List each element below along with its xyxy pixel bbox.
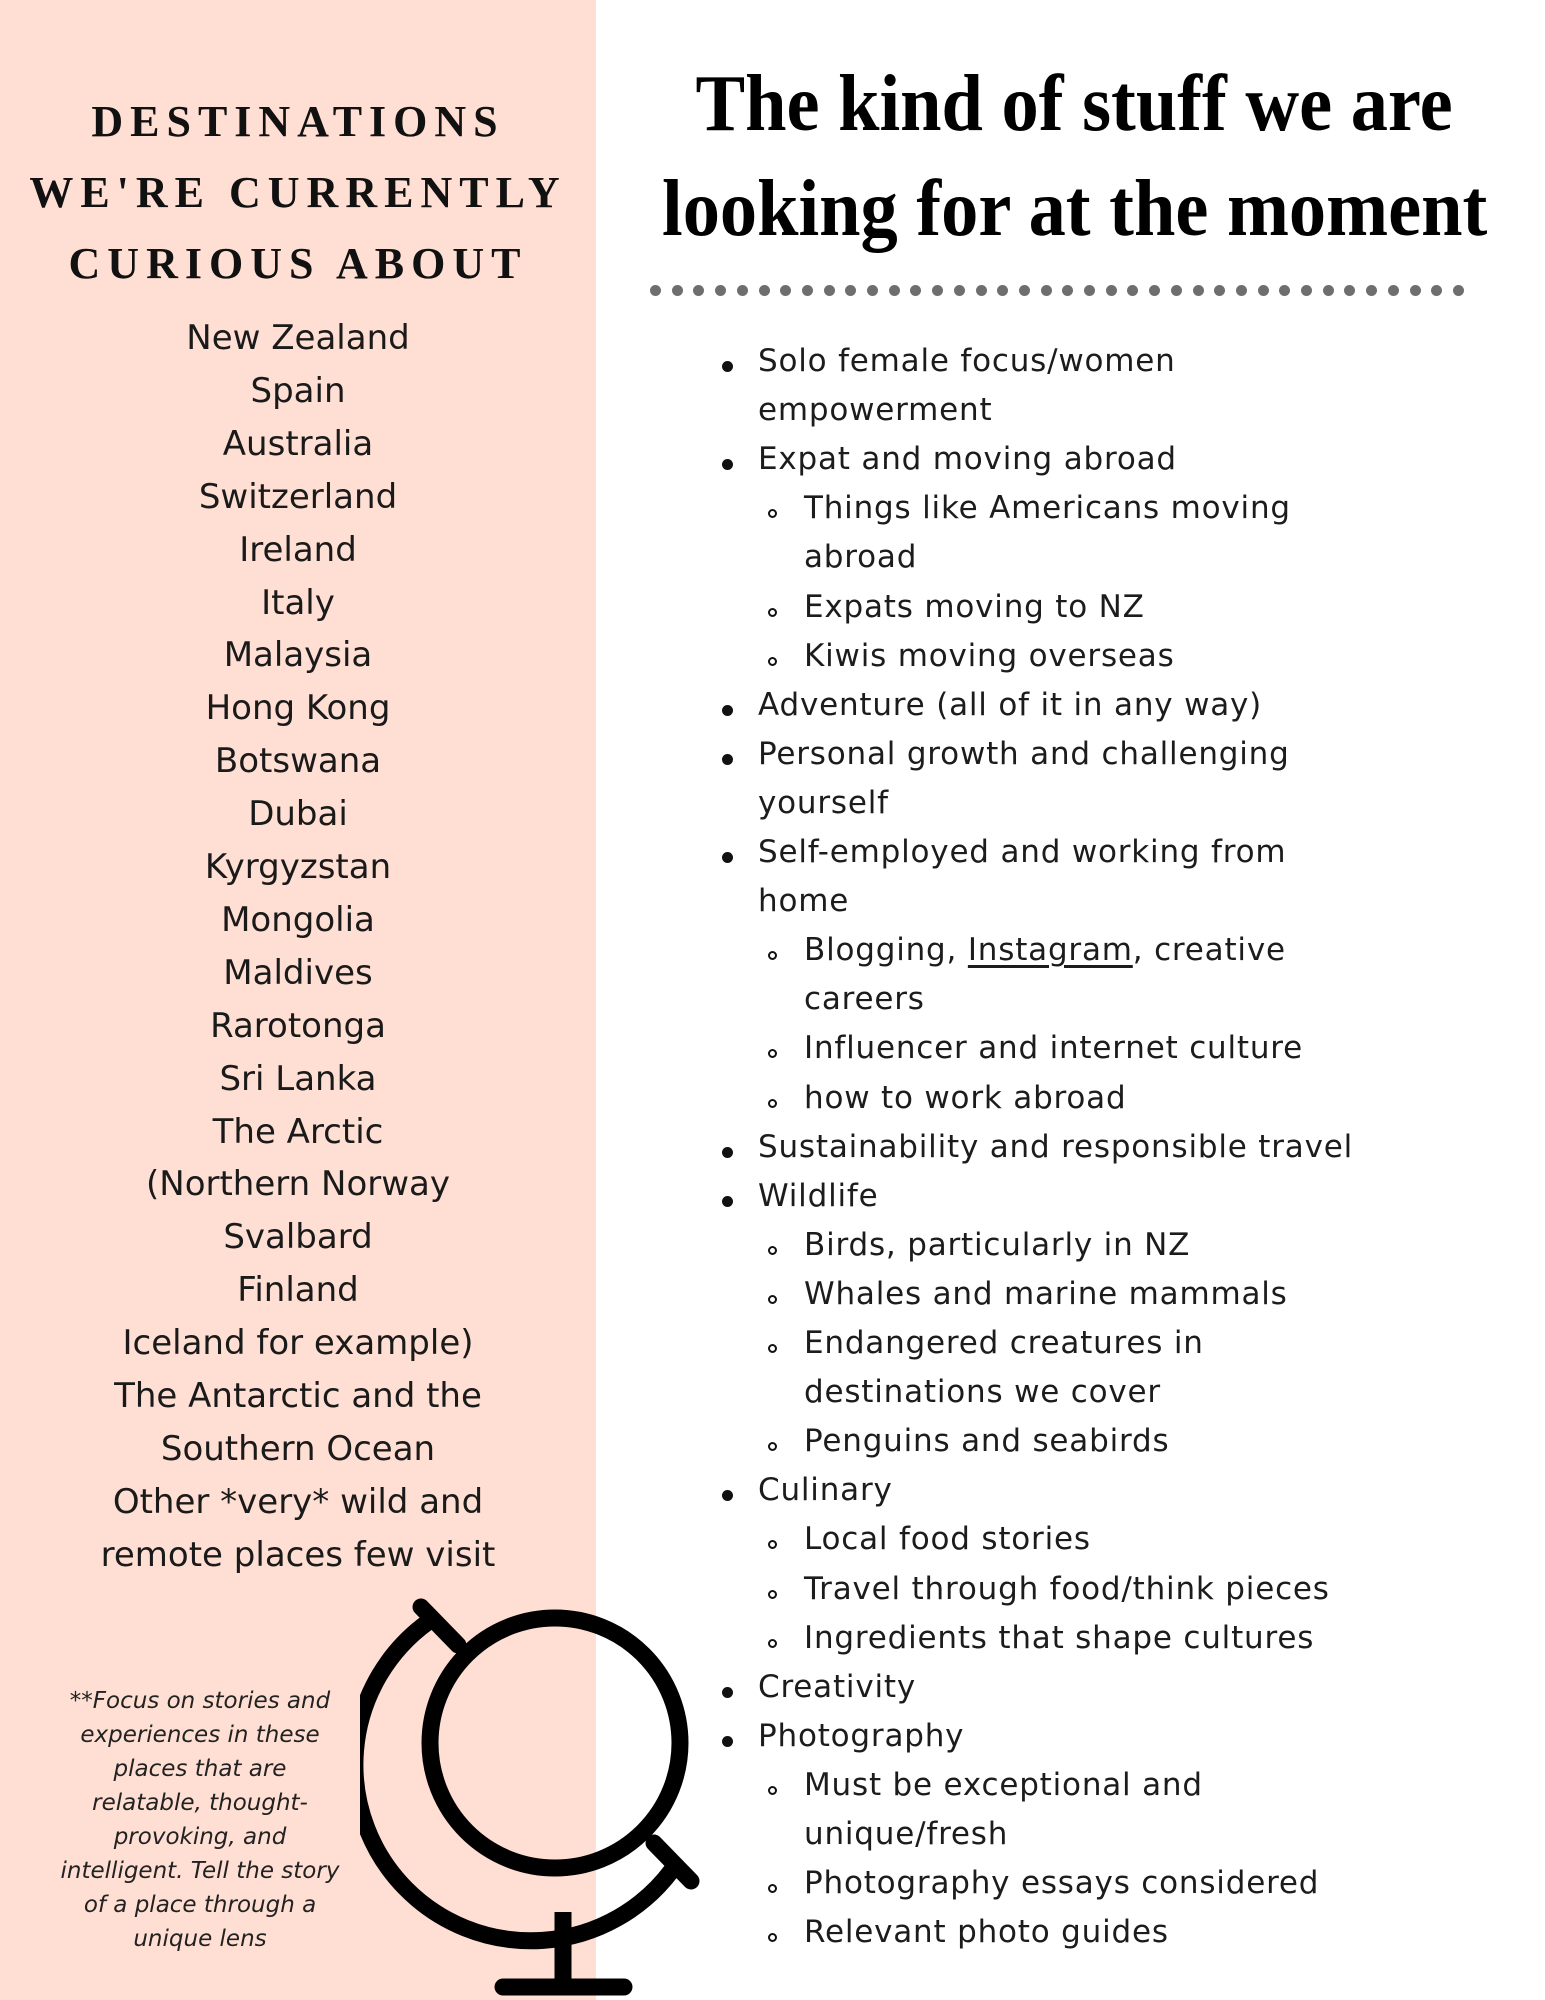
item-text: Creativity (758, 1668, 917, 1705)
divider-dot (910, 285, 921, 296)
item-text: Things like Americans moving (804, 490, 1291, 527)
destination-item: Sri Lanka (219, 1058, 377, 1099)
subtopic-item (804, 1618, 1314, 1658)
instagram-link[interactable]: Instagram (967, 932, 1133, 969)
sub-bullet-icon (768, 951, 777, 960)
divider-dot (1453, 285, 1464, 296)
topic-item (758, 1127, 1353, 1167)
destination-item: Iceland for example) (122, 1323, 474, 1364)
sub-bullet-icon (768, 657, 777, 666)
topic-item (758, 390, 992, 430)
item-text: unique/fresh (804, 1816, 1009, 1852)
item-text: destinations we cover (804, 1374, 1161, 1411)
divider-dot (1410, 285, 1421, 296)
topic-item (758, 783, 889, 823)
divider-dot (845, 285, 856, 296)
divider-dot (802, 285, 813, 296)
item-text: home (758, 883, 850, 920)
item-text: Self-employed and working from (758, 834, 1287, 870)
divider-dot (1236, 285, 1247, 296)
destination-item: The Arctic (212, 1111, 384, 1152)
title-line (612, 60, 1537, 148)
divider-dot (1323, 285, 1334, 296)
item-text: Endangered creatures in (804, 1325, 1204, 1361)
item-text: Influencer and internet culture (804, 1030, 1304, 1067)
footnote-line: unique lens (133, 1926, 267, 1952)
footnote-line: of a place through a (83, 1892, 317, 1918)
divider-dot (1258, 285, 1269, 296)
sub-bullet-icon (768, 1442, 777, 1451)
divider-dot (867, 285, 878, 296)
footnote-line: places that are (113, 1756, 287, 1782)
divider-dot (1084, 285, 1095, 296)
destination-item: Southern Ocean (160, 1428, 436, 1469)
destination-item: Hong Kong (205, 688, 391, 729)
divider-dot (1388, 285, 1399, 296)
topic-item (758, 1470, 893, 1510)
destination-item: Kyrgyzstan (204, 847, 392, 887)
heading-line: DESTINATIONS (91, 97, 505, 146)
item-text: Expat and moving abroad (758, 441, 1177, 478)
topic-item (758, 734, 1290, 774)
sub-bullet-icon (768, 1246, 777, 1255)
divider-dot (759, 285, 770, 296)
destination-item: Maldives (223, 952, 373, 993)
bullet-icon (722, 459, 733, 470)
subtopic-item (804, 1323, 1204, 1363)
divider-dot (1193, 285, 1204, 296)
subtopic-item (804, 1765, 1203, 1805)
title-text: looking for at the moment (661, 165, 1488, 253)
item-text: Must be exceptional and (804, 1766, 1203, 1803)
footnote-line: provoking, and (113, 1824, 287, 1850)
topic-item (758, 1176, 879, 1216)
item-text: Ingredients that shape cultures (804, 1619, 1315, 1656)
bullet-icon (722, 1490, 733, 1501)
divider-dot (1279, 285, 1290, 296)
heading-line: WE'RE CURRENTLY (29, 168, 567, 217)
subtopic-item (804, 537, 917, 577)
item-text: Personal growth and challenging (758, 735, 1290, 772)
heading-line: CURIOUS ABOUT (68, 239, 528, 288)
topic-item (758, 1716, 964, 1756)
destination-item: Dubai (248, 794, 348, 835)
destination-item: The Antarctic and the (114, 1376, 482, 1416)
divider-dot (1062, 285, 1073, 296)
subtopic-item (804, 1372, 1161, 1412)
title-line (612, 165, 1537, 253)
destination-item: Rarotonga (210, 1005, 386, 1046)
divider-dot (650, 285, 661, 296)
divider-dot (1214, 285, 1225, 296)
subtopic-item (804, 1274, 1288, 1314)
divider-dot (954, 285, 965, 296)
subtopic-item (804, 1028, 1303, 1068)
subtopic-item (804, 1912, 1169, 1952)
destination-item: Finland (237, 1270, 359, 1311)
destination-item: Australia (222, 423, 374, 464)
destination-item: Italy (261, 582, 335, 623)
item-text: Kiwis moving overseas (804, 637, 1175, 674)
topic-item (758, 439, 1177, 479)
subtopic-item (804, 930, 1286, 970)
item-text: Wildlife (758, 1177, 879, 1214)
divider-dot (997, 285, 1008, 296)
bullet-icon (722, 754, 733, 765)
destination-item: Spain (250, 370, 346, 411)
divider-dot (1041, 285, 1052, 296)
item-text: Photography essays considered (804, 1865, 1320, 1902)
destination-item: Botswana (214, 741, 382, 782)
bullet-icon (722, 852, 733, 863)
destination-item: Malaysia (223, 635, 373, 676)
divider-dot (693, 285, 704, 296)
bullet-icon (722, 1147, 733, 1158)
dotted-divider (650, 285, 1470, 297)
topic-item (758, 1667, 916, 1707)
divider-dot (1171, 285, 1182, 296)
sub-bullet-icon (768, 1099, 777, 1108)
subtopic-item (804, 636, 1175, 676)
topic-item (758, 685, 1262, 725)
subtopic-item (804, 488, 1291, 528)
divider-dot (889, 285, 900, 296)
divider-dot (1301, 285, 1312, 296)
item-text: Solo female focus/women (758, 343, 1176, 379)
subtopic-item (804, 979, 925, 1019)
sub-bullet-icon (768, 509, 777, 518)
subtopic-item (804, 1569, 1330, 1609)
footnote-line: experiences in these (80, 1722, 320, 1748)
item-text: abroad (804, 539, 918, 576)
bullet-icon (722, 361, 733, 372)
item-text: Whales and marine mammals (804, 1275, 1288, 1312)
divider-dot (672, 285, 683, 296)
subtopic-item (804, 1519, 1091, 1559)
item-text: Penguins and seabirds (804, 1423, 1170, 1460)
bullet-icon (722, 705, 733, 716)
footnote-line: relatable, thought- (92, 1790, 308, 1816)
destination-item: remote places few visit (100, 1534, 496, 1575)
item-text: Birds, particularly in NZ (804, 1226, 1191, 1263)
divider-dot (737, 285, 748, 296)
sub-bullet-icon (768, 1540, 777, 1549)
globe-icon (360, 1580, 720, 2000)
bullet-icon (722, 1687, 733, 1698)
topic-item (758, 832, 1286, 872)
destination-item: Mongolia (221, 899, 375, 940)
item-text: Culinary (758, 1472, 893, 1509)
title-text: The kind of stuff we are (695, 60, 1454, 148)
item-text: careers (804, 981, 925, 1018)
item-text: empowerment (758, 392, 993, 429)
subtopic-item (804, 587, 1145, 627)
item-text: Relevant photo guides (804, 1914, 1169, 1951)
bullet-icon (722, 1736, 733, 1747)
sub-bullet-icon (768, 1590, 777, 1599)
sub-bullet-icon (768, 1884, 777, 1893)
topic-item (758, 881, 849, 921)
destination-item: Svalbard (223, 1217, 373, 1258)
subtopic-item (804, 1863, 1319, 1903)
sub-bullet-icon (768, 1933, 777, 1942)
item-text: Sustainability and responsible travel (758, 1128, 1354, 1165)
destination-item: (Northern Norway (146, 1164, 450, 1205)
sub-bullet-icon (768, 1639, 777, 1648)
subtopic-item (804, 1078, 1126, 1118)
bullet-icon (722, 1196, 733, 1207)
item-text: Local food stories (804, 1521, 1091, 1558)
divider-dot (1149, 285, 1160, 296)
subtopic-item (804, 1225, 1190, 1265)
sub-bullet-icon (768, 1786, 777, 1795)
divider-dot (976, 285, 987, 296)
subtopic-item (804, 1814, 1008, 1854)
item-text: Travel through food/think pieces (804, 1570, 1330, 1607)
divider-dot (1127, 285, 1138, 296)
divider-dot (1019, 285, 1030, 296)
item-text: yourself (758, 784, 889, 821)
divider-dot (1344, 285, 1355, 296)
destination-item: Other *very* wild and (112, 1481, 484, 1522)
sub-bullet-icon (768, 1344, 777, 1353)
divider-dot (1431, 285, 1442, 296)
destination-item: New Zealand (186, 318, 410, 358)
sub-bullet-icon (768, 1049, 777, 1058)
sub-bullet-icon (768, 608, 777, 617)
destination-item: Switzerland (198, 476, 398, 517)
divider-dot (715, 285, 726, 296)
item-text-after: , creative (1132, 932, 1286, 969)
topic-item (758, 341, 1176, 381)
destination-item: Ireland (239, 529, 357, 570)
divider-dot (932, 285, 943, 296)
divider-dot (1366, 285, 1377, 296)
item-text: Expats moving to NZ (804, 588, 1145, 625)
item-text: Adventure (all of it in any way) (758, 686, 1263, 723)
footnote-line: **Focus on stories and (69, 1688, 331, 1714)
item-text: how to work abroad (804, 1079, 1127, 1116)
footnote-line: intelligent. Tell the story (60, 1858, 340, 1884)
divider-dot (780, 285, 791, 296)
divider-dot (824, 285, 835, 296)
subtopic-item (804, 1421, 1169, 1461)
sub-bullet-icon (768, 1295, 777, 1304)
divider-dot (1106, 285, 1117, 296)
item-text: Photography (758, 1717, 965, 1754)
item-text: Blogging, (804, 932, 968, 969)
